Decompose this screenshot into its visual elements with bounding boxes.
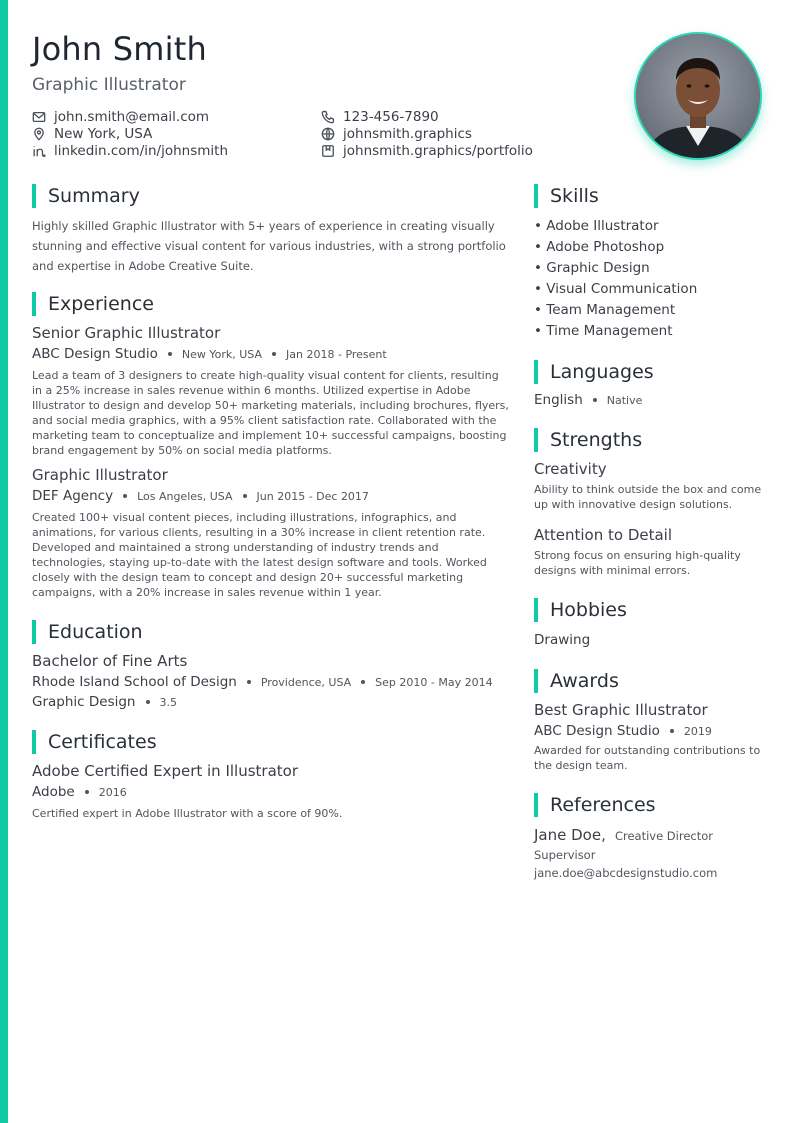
education-section: [32, 620, 512, 710]
reference-entry: [534, 825, 762, 844]
reference-name: Jane Doe,: [534, 826, 606, 844]
summary-heading: [32, 184, 512, 208]
profile-photo: [634, 32, 762, 160]
certificates-heading: [32, 730, 512, 754]
job-description: Lead a team of 3 designers to create high-quality visual content for clients, resulting in a 25% increase in sales revenue within 6 months. Utilized expertise in Adobe Illustrator to design and develop 50+ marketing materials, including brochures, flyers, and social media graphics, with a 95% client satisfaction rate. Collaborated with the marketing team to conceptualize and implement 10+ successful campaigns, boosting brand engagement by 50% on social media platforms.: [32, 369, 509, 457]
contact-portfolio[interactable]: [321, 142, 612, 159]
separator-dot: [85, 790, 89, 794]
job-meta: [32, 346, 512, 362]
experience-section: [32, 292, 512, 600]
hobbies-heading: [534, 598, 762, 622]
skill-item: • Time Management: [534, 323, 673, 339]
section-title: Certificates: [48, 731, 157, 753]
separator-dot: [272, 352, 276, 356]
strengths-section: [534, 428, 762, 578]
section-accent-bar: [534, 428, 538, 452]
hobby-item: Drawing: [534, 632, 591, 648]
skill-item: • Visual Communication: [534, 281, 698, 297]
section-title: Awards: [550, 670, 619, 692]
job-meta: [32, 488, 512, 504]
award-title: Best Graphic Illustrator: [534, 701, 708, 719]
linkedin-icon: [32, 144, 46, 158]
school-location: Providence, USA: [260, 675, 352, 689]
section-accent-bar: [534, 669, 538, 693]
certificates-section: [32, 730, 512, 821]
section-title: References: [550, 794, 656, 816]
location-text: New York, USA: [54, 125, 153, 142]
education-field-meta: [32, 694, 512, 710]
map-pin-icon: [32, 127, 46, 141]
summary-text: Highly skilled Graphic Illustrator with 5+ years of experience in creating visually stunning and effective visual content for various industries, with a strong portfolio and expertise in Adobe Creative Suite.: [32, 219, 506, 273]
references-heading: [534, 793, 762, 817]
education-dates: Sep 2010 - May 2014: [375, 675, 493, 689]
portfolio-icon: [321, 144, 335, 158]
job-dates: Jan 2018 - Present: [286, 347, 387, 361]
certificate-issuer: Adobe: [32, 784, 75, 800]
separator-dot: [243, 494, 247, 498]
school-name: Rhode Island School of Design: [32, 674, 237, 690]
section-accent-bar: [32, 184, 36, 208]
separator-dot: [670, 729, 674, 733]
certificate-description: Certified expert in Adobe Illustrator with a score of 90%.: [32, 807, 343, 820]
reference-role: Creative Director: [614, 829, 714, 843]
section-title: Skills: [550, 185, 599, 207]
references-section: [534, 793, 762, 880]
phone-text: 123-456-7890: [343, 108, 439, 125]
phone-icon: [321, 110, 335, 124]
job-location: New York, USA: [181, 347, 263, 361]
award-issuer: ABC Design Studio: [534, 723, 660, 739]
skill-item: • Adobe Illustrator: [534, 218, 659, 234]
contact-website[interactable]: [321, 125, 612, 142]
linkedin-text: linkedin.com/in/johnsmith: [54, 142, 229, 159]
skill-item: • Team Management: [534, 302, 676, 318]
strength-description: Ability to think outside the box and come up with innovative design solutions.: [534, 483, 762, 511]
strength-title: Attention to Detail: [534, 526, 673, 544]
certificate-year: 2016: [98, 785, 127, 799]
contact-linkedin[interactable]: [32, 142, 321, 159]
award-description: Awarded for outstanding contributions to the design team.: [534, 744, 761, 772]
languages-heading: [534, 360, 762, 384]
language-entry: [534, 392, 762, 408]
education-meta: [32, 674, 512, 690]
separator-dot: [146, 700, 150, 704]
gpa-value: 3.5: [159, 695, 177, 709]
awards-section: [534, 669, 762, 773]
skills-section: [534, 184, 762, 342]
job-description: Created 100+ visual content pieces, including illustrations, infographics, and animations, for various clients, resulting in a 30% increase in client retention rate. Developed and maintained a strong understanding of industry trends and technologies, staying up-to-date with the latest design software and tools. Worked closely with the design team to concept and design 20+ successful marketing campaigns, with a 20% increase in sales revenue within 1 year.: [32, 511, 487, 599]
job-dates: Jun 2015 - Dec 2017: [256, 489, 369, 503]
company-name: ABC Design Studio: [32, 346, 158, 362]
section-title: Strengths: [550, 429, 643, 451]
main-column: [32, 184, 512, 821]
section-title: Hobbies: [550, 599, 627, 621]
separator-dot: [168, 352, 172, 356]
job-title: Senior Graphic Illustrator: [32, 324, 221, 342]
section-accent-bar: [534, 184, 538, 208]
strengths-heading: [534, 428, 762, 452]
separator-dot: [361, 680, 365, 684]
section-title: Summary: [48, 185, 140, 207]
strength-description: Strong focus on ensuring high-quality designs with minimal errors.: [534, 549, 741, 577]
award-meta: [534, 723, 762, 739]
job-entry: [32, 466, 512, 600]
section-accent-bar: [32, 620, 36, 644]
field-of-study: Graphic Design: [32, 694, 136, 710]
experience-heading: [32, 292, 512, 316]
skill-item: • Graphic Design: [534, 260, 650, 276]
separator-dot: [123, 494, 127, 498]
hobbies-section: [534, 598, 762, 651]
contact-info: [32, 108, 612, 159]
section-title: Languages: [550, 361, 654, 383]
candidate-title: Graphic Illustrator: [32, 75, 186, 95]
contact-email[interactable]: [32, 108, 321, 125]
job-title: Graphic Illustrator: [32, 466, 168, 484]
certificate-meta: [32, 784, 512, 800]
certificate-name: Adobe Certified Expert in Illustrator: [32, 762, 299, 780]
skill-item: • Adobe Photoshop: [534, 239, 665, 255]
website-text: johnsmith.graphics: [343, 125, 472, 142]
section-title: Education: [48, 621, 143, 643]
strength-title: Creativity: [534, 460, 607, 478]
candidate-name: John Smith: [32, 30, 207, 68]
language-level: Native: [606, 393, 643, 407]
section-accent-bar: [534, 793, 538, 817]
language-name: English: [534, 392, 583, 408]
skills-heading: [534, 184, 762, 208]
award-year: 2019: [683, 724, 712, 738]
mail-icon: [32, 110, 46, 124]
summary-section: [32, 184, 512, 276]
reference-email[interactable]: jane.doe@abcdesignstudio.com: [534, 866, 718, 880]
accent-sidebar-stripe: [0, 0, 8, 1123]
job-entry: [32, 324, 512, 458]
job-location: Los Angeles, USA: [137, 489, 233, 503]
languages-section: [534, 360, 762, 408]
awards-heading: [534, 669, 762, 693]
section-accent-bar: [534, 598, 538, 622]
portfolio-text: johnsmith.graphics/portfolio: [343, 142, 533, 159]
separator-dot: [247, 680, 251, 684]
degree-name: Bachelor of Fine Arts: [32, 652, 188, 670]
section-accent-bar: [32, 292, 36, 316]
contact-phone[interactable]: [321, 108, 612, 125]
contact-location: [32, 125, 321, 142]
separator-dot: [593, 398, 597, 402]
section-accent-bar: [32, 730, 36, 754]
reference-relation: Supervisor: [534, 848, 596, 862]
education-heading: [32, 620, 512, 644]
section-accent-bar: [534, 360, 538, 384]
side-column: [534, 184, 762, 880]
globe-icon: [321, 127, 335, 141]
company-name: DEF Agency: [32, 488, 114, 504]
email-text: john.smith@email.com: [54, 108, 210, 125]
section-title: Experience: [48, 293, 154, 315]
